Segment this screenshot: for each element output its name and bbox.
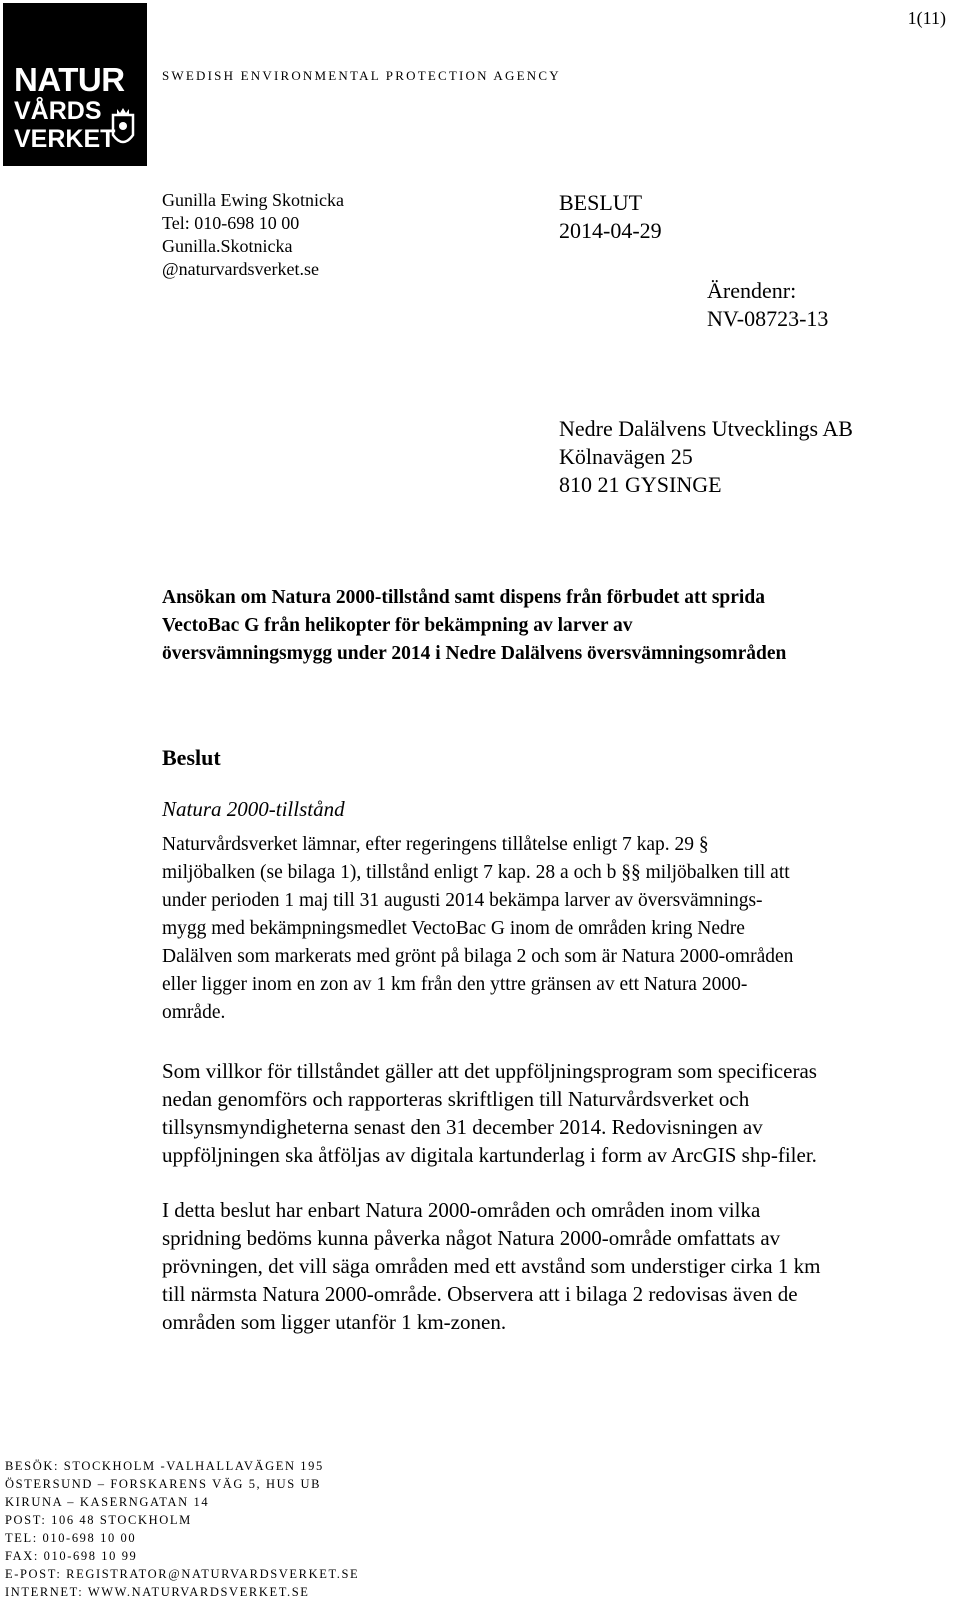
sender-name: Gunilla Ewing Skotnicka [162, 190, 344, 210]
paragraph-line: under perioden 1 maj till 31 augusti 2014 bekämpa larver av översvämnings- [162, 890, 763, 911]
paragraph-line: uppföljningen ska åtföljas av digitala kartunderlag i form av ArcGIS shp-filer. [162, 1143, 817, 1167]
case-block [707, 277, 828, 333]
crest-icon [110, 105, 136, 151]
paragraph-line: område. [162, 1002, 226, 1023]
agency-logo [3, 3, 147, 166]
case-label: Ärendenr: [707, 278, 797, 303]
footer-ostersund-address: ÖSTERSUND – FORSKARENS VÄG 5, HUS UB [5, 1477, 322, 1491]
footer-visit-address: BESÖK: STOCKHOLM -VALHALLAVÄGEN 195 [5, 1459, 324, 1473]
subject-heading [162, 584, 942, 668]
paragraph-line: miljöbalken (se bilaga 1), tillstånd enligt 7 kap. 28 a och b §§ miljöbalken till att [162, 862, 790, 883]
sender-email-line-1: Gunilla.Skotnicka [162, 236, 293, 256]
paragraph-line: eller ligger inom en zon av 1 km från den yttre gränsen av ett Natura 2000- [162, 974, 748, 995]
paragraph-line: områden som ligger utanför 1 km-zonen. [162, 1310, 507, 1334]
paragraph-line: nedan genomförs och rapporteras skriftligen till Naturvårdsverket och [162, 1087, 750, 1111]
subject-line: Ansökan om Natura 2000-tillstånd samt dispens från förbudet att sprida [162, 587, 765, 608]
decision-date: 2014-04-29 [559, 218, 662, 243]
decision-block [559, 189, 662, 245]
agency-name: SWEDISH ENVIRONMENTAL PROTECTION AGENCY [162, 68, 561, 83]
footer-postal-address: POST: 106 48 STOCKHOLM [5, 1513, 192, 1527]
page-number: 1(11) [907, 8, 946, 28]
recipient-postal: 810 21 GYSINGE [559, 472, 722, 497]
case-number: NV-08723-13 [707, 306, 829, 331]
logo-line-2: VÅRDS [14, 97, 102, 125]
paragraph-line: mygg med bekämpningsmedlet VectoBac G inom de områden kring Nedre [162, 918, 745, 939]
recipient-address [559, 415, 853, 499]
recipient-name: Nedre Dalälvens Utvecklings AB [559, 416, 853, 441]
paragraph-permit [162, 831, 952, 1027]
paragraph-line: Som villkor för tillståndet gäller att det uppföljningsprogram som specificeras [162, 1059, 817, 1083]
paragraph-line: spridning bedöms kunna påverka något Natura 2000-område omfattats av [162, 1226, 781, 1250]
paragraph-line: I detta beslut har enbart Natura 2000-områden och områden inom vilka [162, 1198, 761, 1222]
paragraph-line: tillsynsmyndigheterna senast den 31 december 2014. Redovisningen av [162, 1115, 763, 1139]
paragraph-line: Dalälven som markerats med grönt på bilaga 2 och som är Natura 2000-områden [162, 946, 794, 967]
footer-contact [5, 1457, 359, 1601]
subsection-heading-natura: Natura 2000-tillstånd [162, 797, 345, 821]
logo-line-1: NATUR [14, 61, 125, 98]
document-type: BESLUT [559, 190, 643, 215]
paragraph-line: till närmsta Natura 2000-område. Observera att i bilaga 2 redovisas även de [162, 1282, 798, 1306]
footer-website-link[interactable]: INTERNET: WWW.NATURVARDSVERKET.SE [5, 1585, 310, 1599]
recipient-street: Kölnavägen 25 [559, 444, 693, 469]
subject-line: översvämningsmygg under 2014 i Nedre Dalälvens översvämningsområden [162, 643, 787, 664]
sender-block [162, 189, 344, 281]
sender-phone: Tel: 010-698 10 00 [162, 213, 300, 233]
subject-line: VectoBac G från helikopter för bekämpning av larver av [162, 615, 633, 636]
footer-fax: FAX: 010-698 10 99 [5, 1549, 138, 1563]
footer-phone: TEL: 010-698 10 00 [5, 1531, 137, 1545]
paragraph-conditions [162, 1057, 952, 1169]
sender-email-line-2: @naturvardsverket.se [162, 259, 320, 279]
paragraph-line: prövningen, det vill säga områden med ett avstånd som understiger cirka 1 km [162, 1254, 821, 1278]
section-heading-beslut: Beslut [162, 745, 221, 770]
paragraph-line: Naturvårdsverket lämnar, efter regeringens tillåtelse enligt 7 kap. 29 § [162, 834, 709, 855]
footer-kiruna-address: KIRUNA – KASERNGATAN 14 [5, 1495, 210, 1509]
paragraph-scope [162, 1196, 952, 1336]
footer-email-link[interactable]: E-POST: REGISTRATOR@NATURVARDSVERKET.SE [5, 1567, 360, 1581]
logo-line-3: VERKET [14, 125, 116, 153]
